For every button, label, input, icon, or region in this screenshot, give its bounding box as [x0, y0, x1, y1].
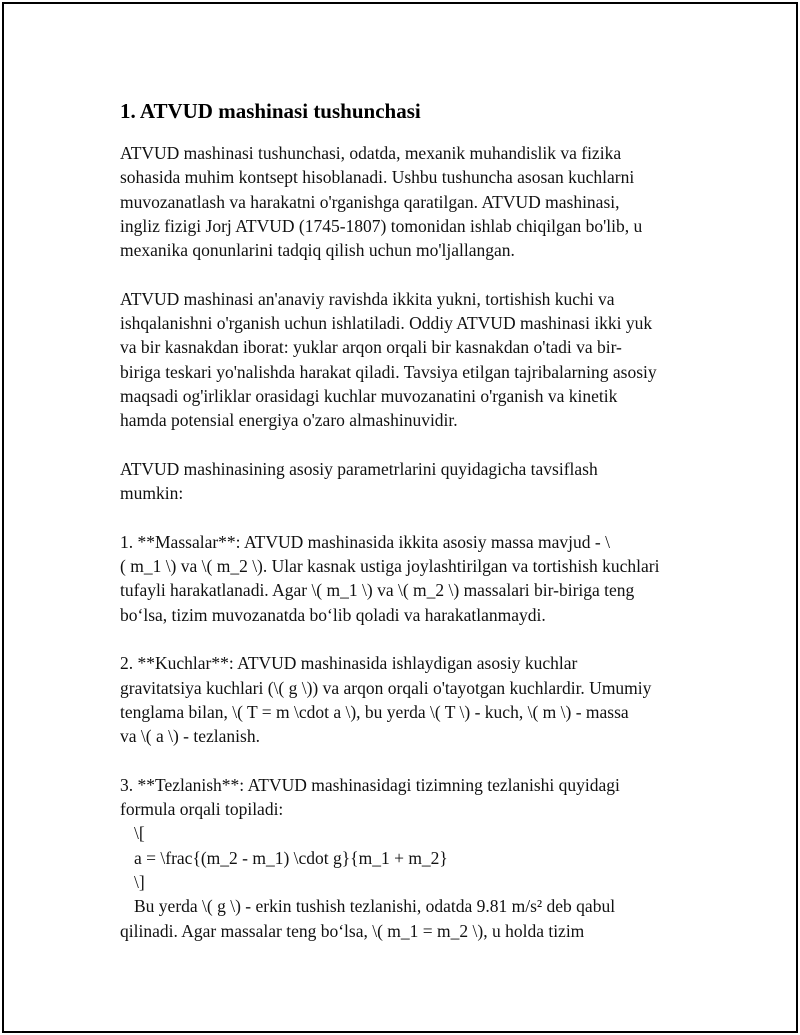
- formula-body: a = \frac{(m_2 - m_1) \cdot g}{m_1 + m_2}: [134, 847, 448, 868]
- text-line: mumkin:: [120, 483, 184, 504]
- text-line: sohasida muhim kontsept hisoblanadi. Ushbu tushuncha asosan kuchlarni: [120, 167, 635, 188]
- text-line: ATVUD mashinasi tushunchasi, odatda, mexanik muhandislik va fizika: [120, 143, 622, 163]
- document-page: [2, 2, 798, 1033]
- text-line: gravitatsiya kuchlari (\( g \)) va arqon orqali o'tayotgan kuchlardir. Umumiy: [120, 677, 652, 698]
- text-line: hamda potensial energiya o'zaro almashinuvidir.: [120, 410, 458, 431]
- list-item-acceleration: [120, 773, 700, 943]
- text-line: va \( a \) - tezlanish.: [120, 726, 260, 747]
- text-line: formula orqali topiladi:: [120, 799, 284, 820]
- formula-open: \[: [134, 823, 145, 844]
- list-item-masses: [120, 530, 700, 627]
- text-line: Bu yerda \( g \) - erkin tushish tezlanishi, odatda 9.81 m/s² deb qabul: [134, 896, 616, 917]
- list-item-forces: [120, 651, 700, 748]
- text-line: ingliz fizigi Jorj ATVUD (1745-1807) tomonidan ishlab chiqilgan bo'lib, u: [120, 215, 643, 236]
- section-heading: 1. ATVUD mashinasi tushunchasi: [120, 99, 421, 123]
- text-line: muvozanatlash va harakatni o'rganishga qaratilgan. ATVUD mashinasi,: [120, 191, 620, 212]
- text-line: 1. **Massalar**: ATVUD mashinasida ikkita asosiy massa mavjud - \: [120, 531, 610, 552]
- text-line: bo‘lsa, tizim muvozanatda bo‘lib qoladi va harakatlanmaydi.: [120, 604, 546, 625]
- formula-close: \]: [134, 871, 145, 892]
- text-line: tenglama bilan, \( T = m \cdot a \), bu yerda \( T \) - kuch, \( m \) - massa: [120, 701, 629, 722]
- document-body: [120, 96, 700, 967]
- text-line: 2. **Kuchlar**: ATVUD mashinasida ishlaydigan asosiy kuchlar: [120, 653, 578, 674]
- text-line: va bir kasnakdan iborat: yuklar arqon orqali bir kasnakdan o'tadi va bir-: [120, 337, 622, 358]
- paragraph-description: [120, 287, 700, 433]
- text-line: biriga teskari yo'nalishda harakat qiladi. Tavsiya etilgan tajribalarning asosiy: [120, 361, 657, 382]
- paragraph-intro: [120, 141, 700, 262]
- text-line: ishqalanishni o'rganish uchun ishlatiladi. Oddiy ATVUD mashinasi ikki yuk: [120, 313, 653, 334]
- text-line: ATVUD mashinasi an'anaviy ravishda ikkita yukni, tortishish kuchi va: [120, 288, 615, 309]
- text-line: ATVUD mashinasining asosiy parametrlarini quyidagicha tavsiflash: [120, 458, 598, 479]
- text-line: mexanika qonunlarini tadqiq qilish uchun mo'ljallangan.: [120, 240, 515, 261]
- text-line: maqsadi og'irliklar orasidagi kuchlar muvozanatini o'rganish va kinetik: [120, 385, 618, 406]
- text-line: tufayli harakatlanadi. Agar \( m_1 \) va \( m_2 \) massalari bir-biriga teng: [120, 580, 635, 601]
- text-line: 3. **Tezlanish**: ATVUD mashinasidagi tizimning tezlanishi quyidagi: [120, 774, 620, 795]
- paragraph-parameters-intro: [120, 457, 700, 506]
- text-line: ( m_1 \) va \( m_2 \). Ular kasnak ustiga joylashtirilgan va tortishish kuchlari: [120, 556, 660, 577]
- text-line: qilinadi. Agar massalar teng bo‘lsa, \( m_1 = m_2 \), u holda tizim: [120, 920, 585, 941]
